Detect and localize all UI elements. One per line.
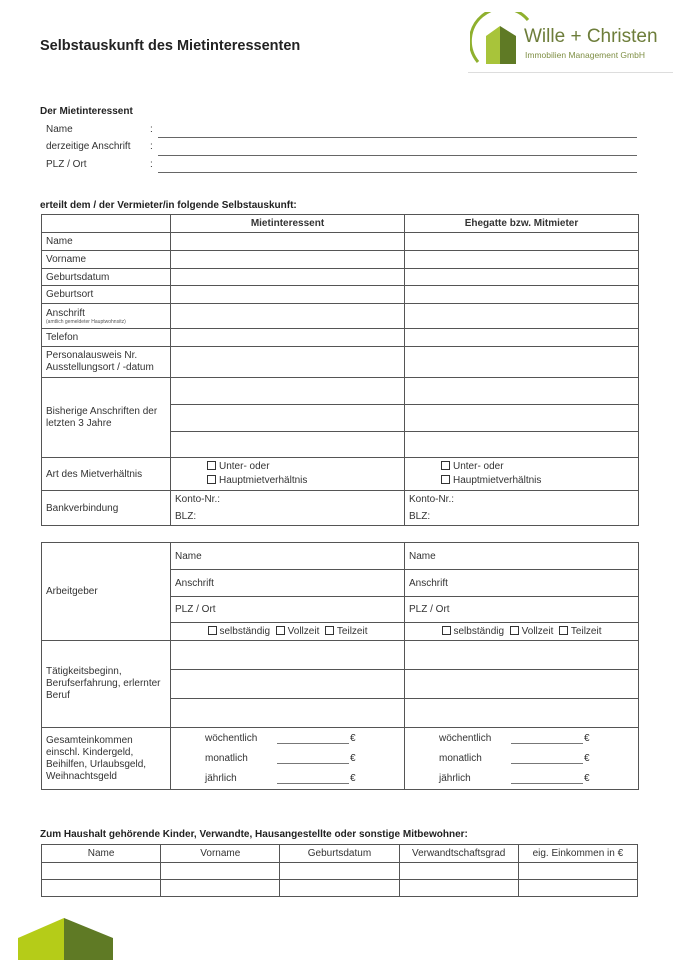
spouse-prev-address-3[interactable] — [405, 432, 639, 458]
period-label: monatlich — [205, 753, 248, 764]
applicant-bank-cell[interactable] — [171, 491, 405, 526]
spouse-career-1[interactable] — [405, 641, 639, 670]
row-label-bisherige: Bisherige Anschriften der letzten 3 Jahre — [42, 378, 171, 458]
logo-subtitle: Immobilien Management GmbH — [525, 50, 645, 60]
period-label: monatlich — [439, 753, 482, 764]
applicant-city-label: PLZ / Ort — [46, 159, 87, 170]
applicant-prev-address-3[interactable] — [171, 432, 405, 458]
table-row — [42, 251, 639, 269]
table-row — [42, 329, 639, 347]
anschrift-note: (amtlich gemeldeter Hauptwohnsitz) — [46, 318, 126, 325]
period-label: jährlich — [205, 773, 237, 784]
spouse-career-3[interactable] — [405, 699, 639, 728]
row-label-bank: Bankverbindung — [42, 491, 171, 526]
checkbox-icon[interactable] — [441, 461, 450, 470]
col-header-einkommen: eig. Einkommen in € — [518, 845, 637, 863]
income-weekly — [409, 729, 634, 749]
option-label: selbständig — [219, 626, 271, 637]
applicant-prev-address-2[interactable] — [171, 405, 405, 432]
table-row — [42, 458, 639, 491]
applicant-name-input[interactable] — [158, 137, 637, 138]
col-header-name: Name — [42, 845, 161, 863]
applicant-city-input[interactable] — [158, 172, 637, 173]
row-label-name: Name — [42, 233, 171, 251]
applicant-art-cell — [171, 458, 405, 491]
household-cell[interactable] — [518, 863, 637, 880]
col-header-applicant: Mietinteressent — [171, 215, 405, 233]
household-cell[interactable] — [399, 863, 518, 880]
separator: : — [150, 141, 153, 152]
yearly-input[interactable] — [277, 773, 349, 784]
self-disclosure-table — [41, 214, 639, 526]
option-label: Hauptmietverhältnis — [453, 475, 542, 486]
selbstaendig-option[interactable] — [442, 626, 505, 637]
table-row — [42, 641, 639, 670]
checkbox-icon[interactable] — [208, 626, 217, 635]
applicant-telefon-cell[interactable] — [171, 329, 405, 347]
monthly-input[interactable] — [511, 753, 583, 764]
option-label: Teilzeit — [336, 626, 368, 637]
spouse-haupt-option[interactable] — [441, 474, 634, 488]
checkbox-icon[interactable] — [207, 475, 216, 484]
spouse-bank-cell[interactable] — [405, 491, 639, 526]
income-weekly — [175, 729, 400, 749]
spouse-art-cell — [405, 458, 639, 491]
section3-heading: Zum Haushalt gehörende Kinder, Verwandte, Hausangestellte oder sonstige Mitbewohner: — [40, 829, 468, 840]
yearly-input[interactable] — [511, 773, 583, 784]
table-row — [42, 269, 639, 286]
teilzeit-option[interactable] — [325, 626, 368, 637]
applicant-heading: Der Mietinteressent — [40, 106, 133, 117]
checkbox-icon[interactable] — [276, 626, 285, 635]
spouse-ausweis-cell[interactable] — [405, 347, 639, 378]
employment-table — [41, 542, 639, 790]
row-label-vorname: Vorname — [42, 251, 171, 269]
table-row — [42, 286, 639, 304]
applicant-address-input[interactable] — [158, 155, 637, 156]
period-label: wöchentlich — [439, 733, 492, 744]
spouse-employer-city[interactable]: PLZ / Ort — [405, 597, 639, 623]
section1-heading: erteilt dem / der Vermieter/in folgende Selbstauskunft: — [40, 200, 297, 211]
row-label-einkommen: Gesamteinkommen einschl. Kindergeld, Beihilfen, Urlaubsgeld, Weihnachtsgeld — [42, 728, 171, 790]
spouse-telefon-cell[interactable] — [405, 329, 639, 347]
row-label-geburtsdatum: Geburtsdatum — [42, 269, 171, 286]
household-cell[interactable] — [161, 880, 280, 897]
table-row — [42, 863, 638, 880]
checkbox-icon[interactable] — [441, 475, 450, 484]
currency-label: € — [350, 753, 356, 764]
spouse-geburtsort-cell[interactable] — [405, 286, 639, 304]
spouse-prev-address-2[interactable] — [405, 405, 639, 432]
spouse-anschrift-cell[interactable] — [405, 304, 639, 329]
anschrift-label: Anschrift — [46, 307, 85, 319]
spouse-income-cell — [405, 728, 639, 790]
konto-label: Konto-Nr.: — [175, 494, 221, 505]
household-table — [41, 844, 638, 897]
option-label: Vollzeit — [287, 626, 320, 637]
spouse-unter-option[interactable] — [441, 460, 634, 474]
house-corner-icon — [18, 918, 113, 960]
col-header-vorname: Vorname — [161, 845, 280, 863]
weekly-input[interactable] — [277, 733, 349, 744]
row-label-ausweis: Personalausweis Nr. Ausstellungsort / -datum — [42, 347, 171, 378]
household-cell[interactable] — [42, 880, 161, 897]
option-label: Teilzeit — [570, 626, 602, 637]
table-row — [42, 304, 639, 329]
monthly-input[interactable] — [277, 753, 349, 764]
applicant-employer-city[interactable]: PLZ / Ort — [171, 597, 405, 623]
applicant-unter-option[interactable] — [207, 460, 400, 474]
period-label: wöchentlich — [205, 733, 258, 744]
option-label: Unter- oder — [453, 461, 504, 472]
household-cell[interactable] — [161, 863, 280, 880]
applicant-employer-address[interactable]: Anschrift — [171, 570, 405, 597]
logo-name: Wille + Christen — [524, 26, 658, 47]
income-yearly — [175, 769, 400, 789]
row-label-geburtsort: Geburtsort — [42, 286, 171, 304]
row-label-taetigkeit: Tätigkeitsbeginn, Berufserfahrung, erlernter Beruf — [42, 641, 171, 728]
income-monthly — [175, 749, 400, 769]
applicant-name-label: Name — [46, 124, 73, 135]
household-cell[interactable] — [42, 863, 161, 880]
applicant-prev-address-1[interactable] — [171, 378, 405, 405]
income-monthly — [409, 749, 634, 769]
spouse-geburtsdatum-cell[interactable] — [405, 269, 639, 286]
row-label-art: Art des Mietverhältnis — [42, 458, 171, 491]
option-label: Unter- oder — [219, 461, 270, 472]
vollzeit-option[interactable] — [510, 626, 554, 637]
col-header-spouse: Ehegatte bzw. Mitmieter — [405, 215, 639, 233]
applicant-career-2[interactable] — [171, 670, 405, 699]
period-label: jährlich — [439, 773, 471, 784]
option-label: selbständig — [453, 626, 505, 637]
separator: : — [150, 124, 153, 135]
applicant-haupt-option[interactable] — [207, 474, 400, 488]
col-header-verwandtschaftsgrad: Verwandtschaftsgrad — [399, 845, 518, 863]
table-row — [42, 543, 639, 570]
household-cell[interactable] — [399, 880, 518, 897]
separator: : — [150, 159, 153, 170]
household-cell[interactable] — [280, 880, 399, 897]
weekly-input[interactable] — [511, 733, 583, 744]
spouse-prev-address-1[interactable] — [405, 378, 639, 405]
checkbox-icon[interactable] — [442, 626, 451, 635]
applicant-anschrift-cell[interactable] — [171, 304, 405, 329]
applicant-income-cell — [171, 728, 405, 790]
table-row — [42, 233, 639, 251]
table-row — [42, 728, 639, 790]
blz-label: BLZ: — [409, 511, 431, 522]
header-divider — [468, 72, 673, 73]
spouse-employer-name[interactable]: Name — [405, 543, 639, 570]
checkbox-icon[interactable] — [559, 626, 568, 635]
table-header-row — [42, 845, 638, 863]
row-label-telefon: Telefon — [42, 329, 171, 347]
checkbox-icon[interactable] — [207, 461, 216, 470]
checkbox-icon[interactable] — [510, 626, 519, 635]
currency-label: € — [350, 773, 356, 784]
spouse-employer-address[interactable]: Anschrift — [405, 570, 639, 597]
spouse-vorname-cell[interactable] — [405, 251, 639, 269]
household-cell[interactable] — [280, 863, 399, 880]
page-title: Selbstauskunft des Mietinteressenten — [40, 38, 301, 54]
applicant-career-3[interactable] — [171, 699, 405, 728]
table-row — [42, 491, 639, 526]
col-header-geburtsdatum: Geburtsdatum — [280, 845, 399, 863]
teilzeit-option[interactable] — [559, 626, 602, 637]
spouse-name-cell[interactable] — [405, 233, 639, 251]
spouse-employment-type — [405, 623, 639, 641]
applicant-address-label: derzeitige Anschrift — [46, 141, 131, 152]
applicant-geburtsort-cell[interactable] — [171, 286, 405, 304]
applicant-career-1[interactable] — [171, 641, 405, 670]
income-yearly — [409, 769, 634, 789]
checkbox-icon[interactable] — [325, 626, 334, 635]
applicant-vorname-cell[interactable] — [171, 251, 405, 269]
table-row — [42, 880, 638, 897]
table-row — [42, 347, 639, 378]
applicant-ausweis-cell[interactable] — [171, 347, 405, 378]
option-label: Hauptmietverhältnis — [219, 475, 308, 486]
selbstaendig-option[interactable] — [208, 626, 271, 637]
applicant-name-cell[interactable] — [171, 233, 405, 251]
blz-label: BLZ: — [175, 511, 197, 522]
applicant-geburtsdatum-cell[interactable] — [171, 269, 405, 286]
option-label: Vollzeit — [521, 626, 554, 637]
currency-label: € — [350, 733, 356, 744]
row-label-anschrift — [42, 304, 171, 329]
table-row — [42, 378, 639, 405]
currency-label: € — [584, 753, 590, 764]
currency-label: € — [584, 733, 590, 744]
spouse-career-2[interactable] — [405, 670, 639, 699]
household-cell[interactable] — [518, 880, 637, 897]
header-empty — [42, 215, 171, 233]
currency-label: € — [584, 773, 590, 784]
konto-label: Konto-Nr.: — [409, 494, 455, 505]
applicant-employer-name[interactable]: Name — [171, 543, 405, 570]
row-label-arbeitgeber: Arbeitgeber — [42, 543, 171, 641]
applicant-employment-type — [171, 623, 405, 641]
table-header-row — [42, 215, 639, 233]
vollzeit-option[interactable] — [276, 626, 320, 637]
